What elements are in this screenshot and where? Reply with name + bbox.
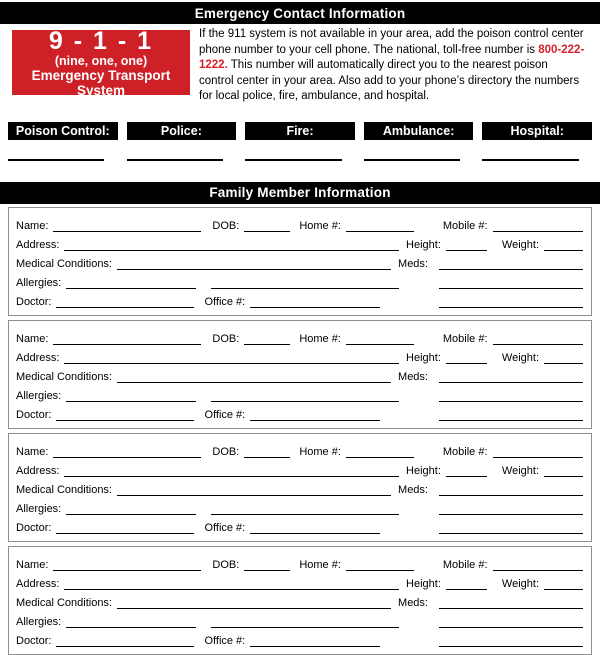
contact-blank-line [245, 159, 341, 161]
dob-label: DOB: [212, 219, 240, 232]
address-label: Address: [16, 577, 60, 590]
doctor-blank-line [56, 520, 194, 534]
name-blank-line [53, 331, 201, 345]
allergies-blank-line [66, 388, 196, 402]
dob-blank-line [244, 218, 290, 232]
panel-911-number: 9 - 1 - 1 [48, 26, 154, 55]
paragraph-text-after: This number will automatically direct you to the nearest poison control center in your area. Also add to your phone’s directory the numbers for local police, fire, ambulance, and hospital. [199, 59, 580, 102]
member-row-medical [16, 590, 583, 609]
mobile-phone-label: Mobile #: [442, 445, 488, 458]
medical-conditions-label: Medical Conditions: [16, 257, 112, 270]
member-row-doctor [16, 628, 583, 647]
contact-blank-line [8, 159, 104, 161]
section-header-family [0, 182, 600, 204]
weight-label: Weight: [501, 351, 539, 364]
office-phone-blank-line [250, 633, 380, 647]
meds-blank-line [439, 595, 583, 609]
name-label: Name: [16, 219, 49, 232]
member-row-medical [16, 477, 583, 496]
mobile-phone-blank-line [493, 331, 583, 345]
panel-911 [12, 26, 190, 98]
member-row-doctor [16, 402, 583, 421]
meds-blank-line-2 [439, 388, 583, 402]
family-member-box [8, 546, 592, 655]
weight-blank-line [544, 350, 583, 364]
meds-blank-line-2 [439, 275, 583, 289]
height-blank-line [446, 350, 487, 364]
meds-label: Meds: [398, 257, 428, 270]
medical-conditions-blank-line [117, 482, 391, 496]
home-phone-label: Home #: [299, 445, 341, 458]
address-label: Address: [16, 464, 60, 477]
allergies-blank-line-2 [211, 388, 399, 402]
weight-blank-line [544, 463, 583, 477]
doctor-blank-line [56, 633, 194, 647]
medical-conditions-label: Medical Conditions: [16, 596, 112, 609]
contact-blank-line [364, 159, 460, 161]
contact-label: Ambulance: [364, 122, 474, 140]
height-label: Height: [406, 464, 441, 477]
weight-label: Weight: [501, 464, 539, 477]
paragraph-text-before: If the 911 system is not available in your area, add the poison control center phone number to your cell phone. The national, toll-free number is [199, 28, 584, 56]
member-row-doctor [16, 289, 583, 308]
contact-cell [8, 122, 118, 161]
allergies-blank-line [66, 501, 196, 515]
office-phone-label: Office #: [204, 634, 246, 647]
contact-cell [364, 122, 474, 161]
meds-blank-line-2 [439, 501, 583, 515]
member-row-address [16, 345, 583, 364]
name-blank-line [53, 218, 201, 232]
medical-conditions-label: Medical Conditions: [16, 370, 112, 383]
allergies-label: Allergies: [16, 502, 62, 515]
name-blank-line [53, 557, 201, 571]
allergies-blank-line-2 [211, 501, 399, 515]
doctor-blank-line [56, 407, 194, 421]
member-row-allergies [16, 496, 583, 515]
name-label: Name: [16, 445, 49, 458]
height-label: Height: [406, 238, 441, 251]
meds-blank-line-3 [439, 294, 583, 308]
meds-label: Meds: [398, 596, 428, 609]
dob-blank-line [244, 444, 290, 458]
member-row-name [16, 326, 583, 345]
office-phone-blank-line [250, 294, 380, 308]
contact-label: Poison Control: [8, 122, 118, 140]
height-blank-line [446, 237, 487, 251]
member-row-address [16, 571, 583, 590]
meds-blank-line [439, 369, 583, 383]
contact-cell [245, 122, 355, 161]
member-row-allergies [16, 609, 583, 628]
member-row-address [16, 458, 583, 477]
meds-blank-line-3 [439, 520, 583, 534]
allergies-label: Allergies: [16, 276, 62, 289]
contact-label: Police: [127, 122, 237, 140]
meds-label: Meds: [398, 483, 428, 496]
contact-cell [127, 122, 237, 161]
doctor-label: Doctor: [16, 634, 52, 647]
home-phone-blank-line [346, 444, 414, 458]
dob-blank-line [244, 331, 290, 345]
allergies-label: Allergies: [16, 389, 62, 402]
height-label: Height: [406, 577, 441, 590]
meds-label: Meds: [398, 370, 428, 383]
dob-label: DOB: [212, 558, 240, 571]
home-phone-blank-line [346, 331, 414, 345]
name-label: Name: [16, 332, 49, 345]
family-header-title: Family Member Information [209, 185, 391, 200]
medical-conditions-blank-line [117, 256, 391, 270]
panel-911-phonetic: (nine, one, one) [54, 53, 148, 68]
member-row-name [16, 552, 583, 571]
medical-conditions-blank-line [117, 595, 391, 609]
address-label: Address: [16, 238, 60, 251]
section-header-emergency [0, 2, 600, 24]
name-blank-line [53, 444, 201, 458]
name-label: Name: [16, 558, 49, 571]
mobile-phone-label: Mobile #: [442, 558, 488, 571]
height-blank-line [446, 576, 487, 590]
address-blank-line [64, 350, 399, 364]
home-phone-label: Home #: [299, 332, 341, 345]
contact-label: Fire: [245, 122, 355, 140]
height-label: Height: [406, 351, 441, 364]
address-blank-line [64, 237, 399, 251]
dob-label: DOB: [212, 445, 240, 458]
weight-blank-line [544, 237, 583, 251]
member-row-doctor [16, 515, 583, 534]
dob-blank-line [244, 557, 290, 571]
height-blank-line [446, 463, 487, 477]
meds-blank-line-3 [439, 633, 583, 647]
member-row-medical [16, 364, 583, 383]
medical-conditions-label: Medical Conditions: [16, 483, 112, 496]
home-phone-label: Home #: [299, 219, 341, 232]
home-phone-blank-line [346, 218, 414, 232]
address-label: Address: [16, 351, 60, 364]
poison-control-phone-number: 800-222-1222. [199, 43, 585, 71]
allergies-blank-line [66, 275, 196, 289]
doctor-label: Doctor: [16, 295, 52, 308]
allergies-blank-line-2 [211, 275, 399, 289]
family-members-list [8, 207, 592, 655]
member-row-allergies [16, 270, 583, 289]
contact-blank-line [482, 159, 578, 161]
doctor-label: Doctor: [16, 521, 52, 534]
office-phone-blank-line [250, 520, 380, 534]
poison-control-paragraph [199, 27, 585, 105]
weight-label: Weight: [501, 577, 539, 590]
emergency-header-title: Emergency Contact Information [194, 5, 406, 21]
office-phone-label: Office #: [204, 408, 246, 421]
allergies-label: Allergies: [16, 615, 62, 628]
meds-blank-line [439, 256, 583, 270]
mobile-phone-label: Mobile #: [442, 332, 488, 345]
office-phone-label: Office #: [204, 295, 246, 308]
address-blank-line [64, 463, 399, 477]
meds-blank-line-2 [439, 614, 583, 628]
emergency-info-section [12, 26, 585, 105]
contact-cell [482, 122, 592, 161]
dob-label: DOB: [212, 332, 240, 345]
member-row-name [16, 213, 583, 232]
member-row-name [16, 439, 583, 458]
member-row-medical [16, 251, 583, 270]
office-phone-blank-line [250, 407, 380, 421]
allergies-blank-line [66, 614, 196, 628]
meds-blank-line-3 [439, 407, 583, 421]
office-phone-label: Office #: [204, 521, 246, 534]
weight-blank-line [544, 576, 583, 590]
mobile-phone-blank-line [493, 218, 583, 232]
meds-blank-line [439, 482, 583, 496]
mobile-phone-label: Mobile #: [442, 219, 488, 232]
doctor-blank-line [56, 294, 194, 308]
panel-911-caption: Emergency Transport System [31, 67, 171, 98]
contact-blank-line [127, 159, 223, 161]
home-phone-label: Home #: [299, 558, 341, 571]
family-member-box [8, 433, 592, 542]
member-row-address [16, 232, 583, 251]
family-member-box [8, 207, 592, 316]
medical-conditions-blank-line [117, 369, 391, 383]
allergies-blank-line-2 [211, 614, 399, 628]
mobile-phone-blank-line [493, 444, 583, 458]
emergency-contacts-row [8, 122, 592, 161]
member-row-allergies [16, 383, 583, 402]
doctor-label: Doctor: [16, 408, 52, 421]
weight-label: Weight: [501, 238, 539, 251]
home-phone-blank-line [346, 557, 414, 571]
mobile-phone-blank-line [493, 557, 583, 571]
family-member-box [8, 320, 592, 429]
address-blank-line [64, 576, 399, 590]
contact-label: Hospital: [482, 122, 592, 140]
